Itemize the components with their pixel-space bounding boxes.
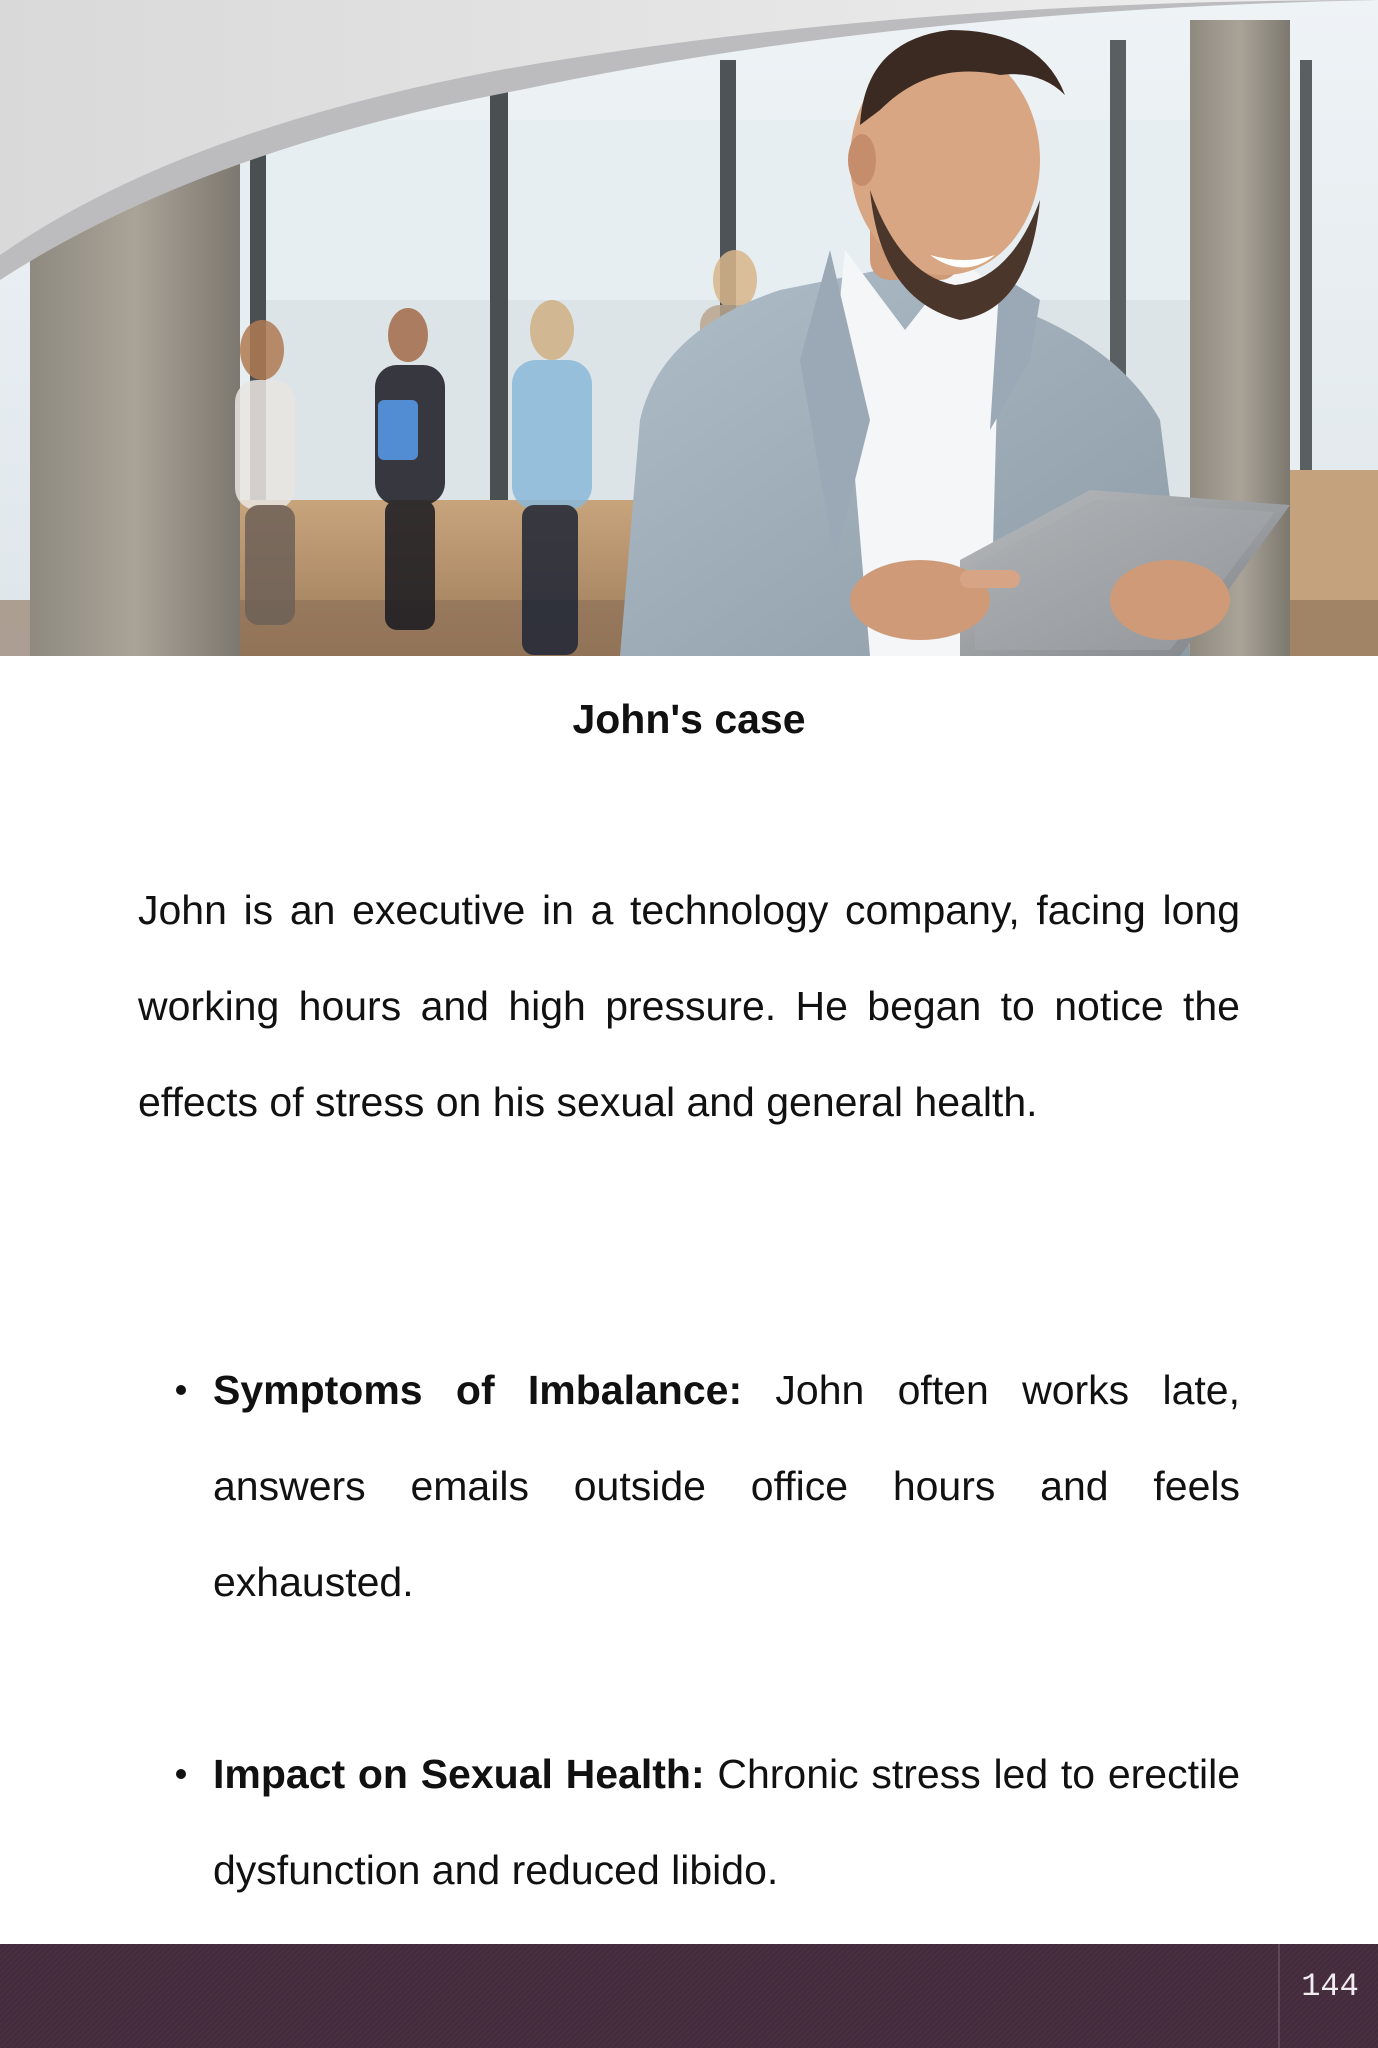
- hero-photo: [0, 0, 1378, 656]
- page-footer: [0, 1944, 1378, 2048]
- bullet-label: Symptoms of Imbalance:: [213, 1367, 743, 1413]
- intro-paragraph: John is an executive in a technology company, facing long working hours and high pressure. He began to notice the effects of stress on his sexual and general health.: [138, 887, 1240, 1125]
- bullet-text: John often works late, answers emails outside office hours and feels exhausted.: [213, 1367, 1240, 1605]
- bullet-text: Chronic stress led to erectile dysfunction and reduced libido.: [213, 1751, 1241, 1893]
- bullet-label: Impact on Sexual Health:: [213, 1751, 705, 1797]
- list-item: [213, 1342, 1240, 1630]
- bullet-icon: [176, 1385, 186, 1395]
- photo-businessman-with-tablet-icon: [0, 0, 1378, 656]
- page-number: 144: [1301, 1968, 1359, 2005]
- page-title: John's case: [572, 696, 806, 742]
- list-item: [213, 1726, 1240, 1918]
- footer-divider: [1278, 1944, 1280, 2048]
- bullet-icon: [176, 1769, 186, 1779]
